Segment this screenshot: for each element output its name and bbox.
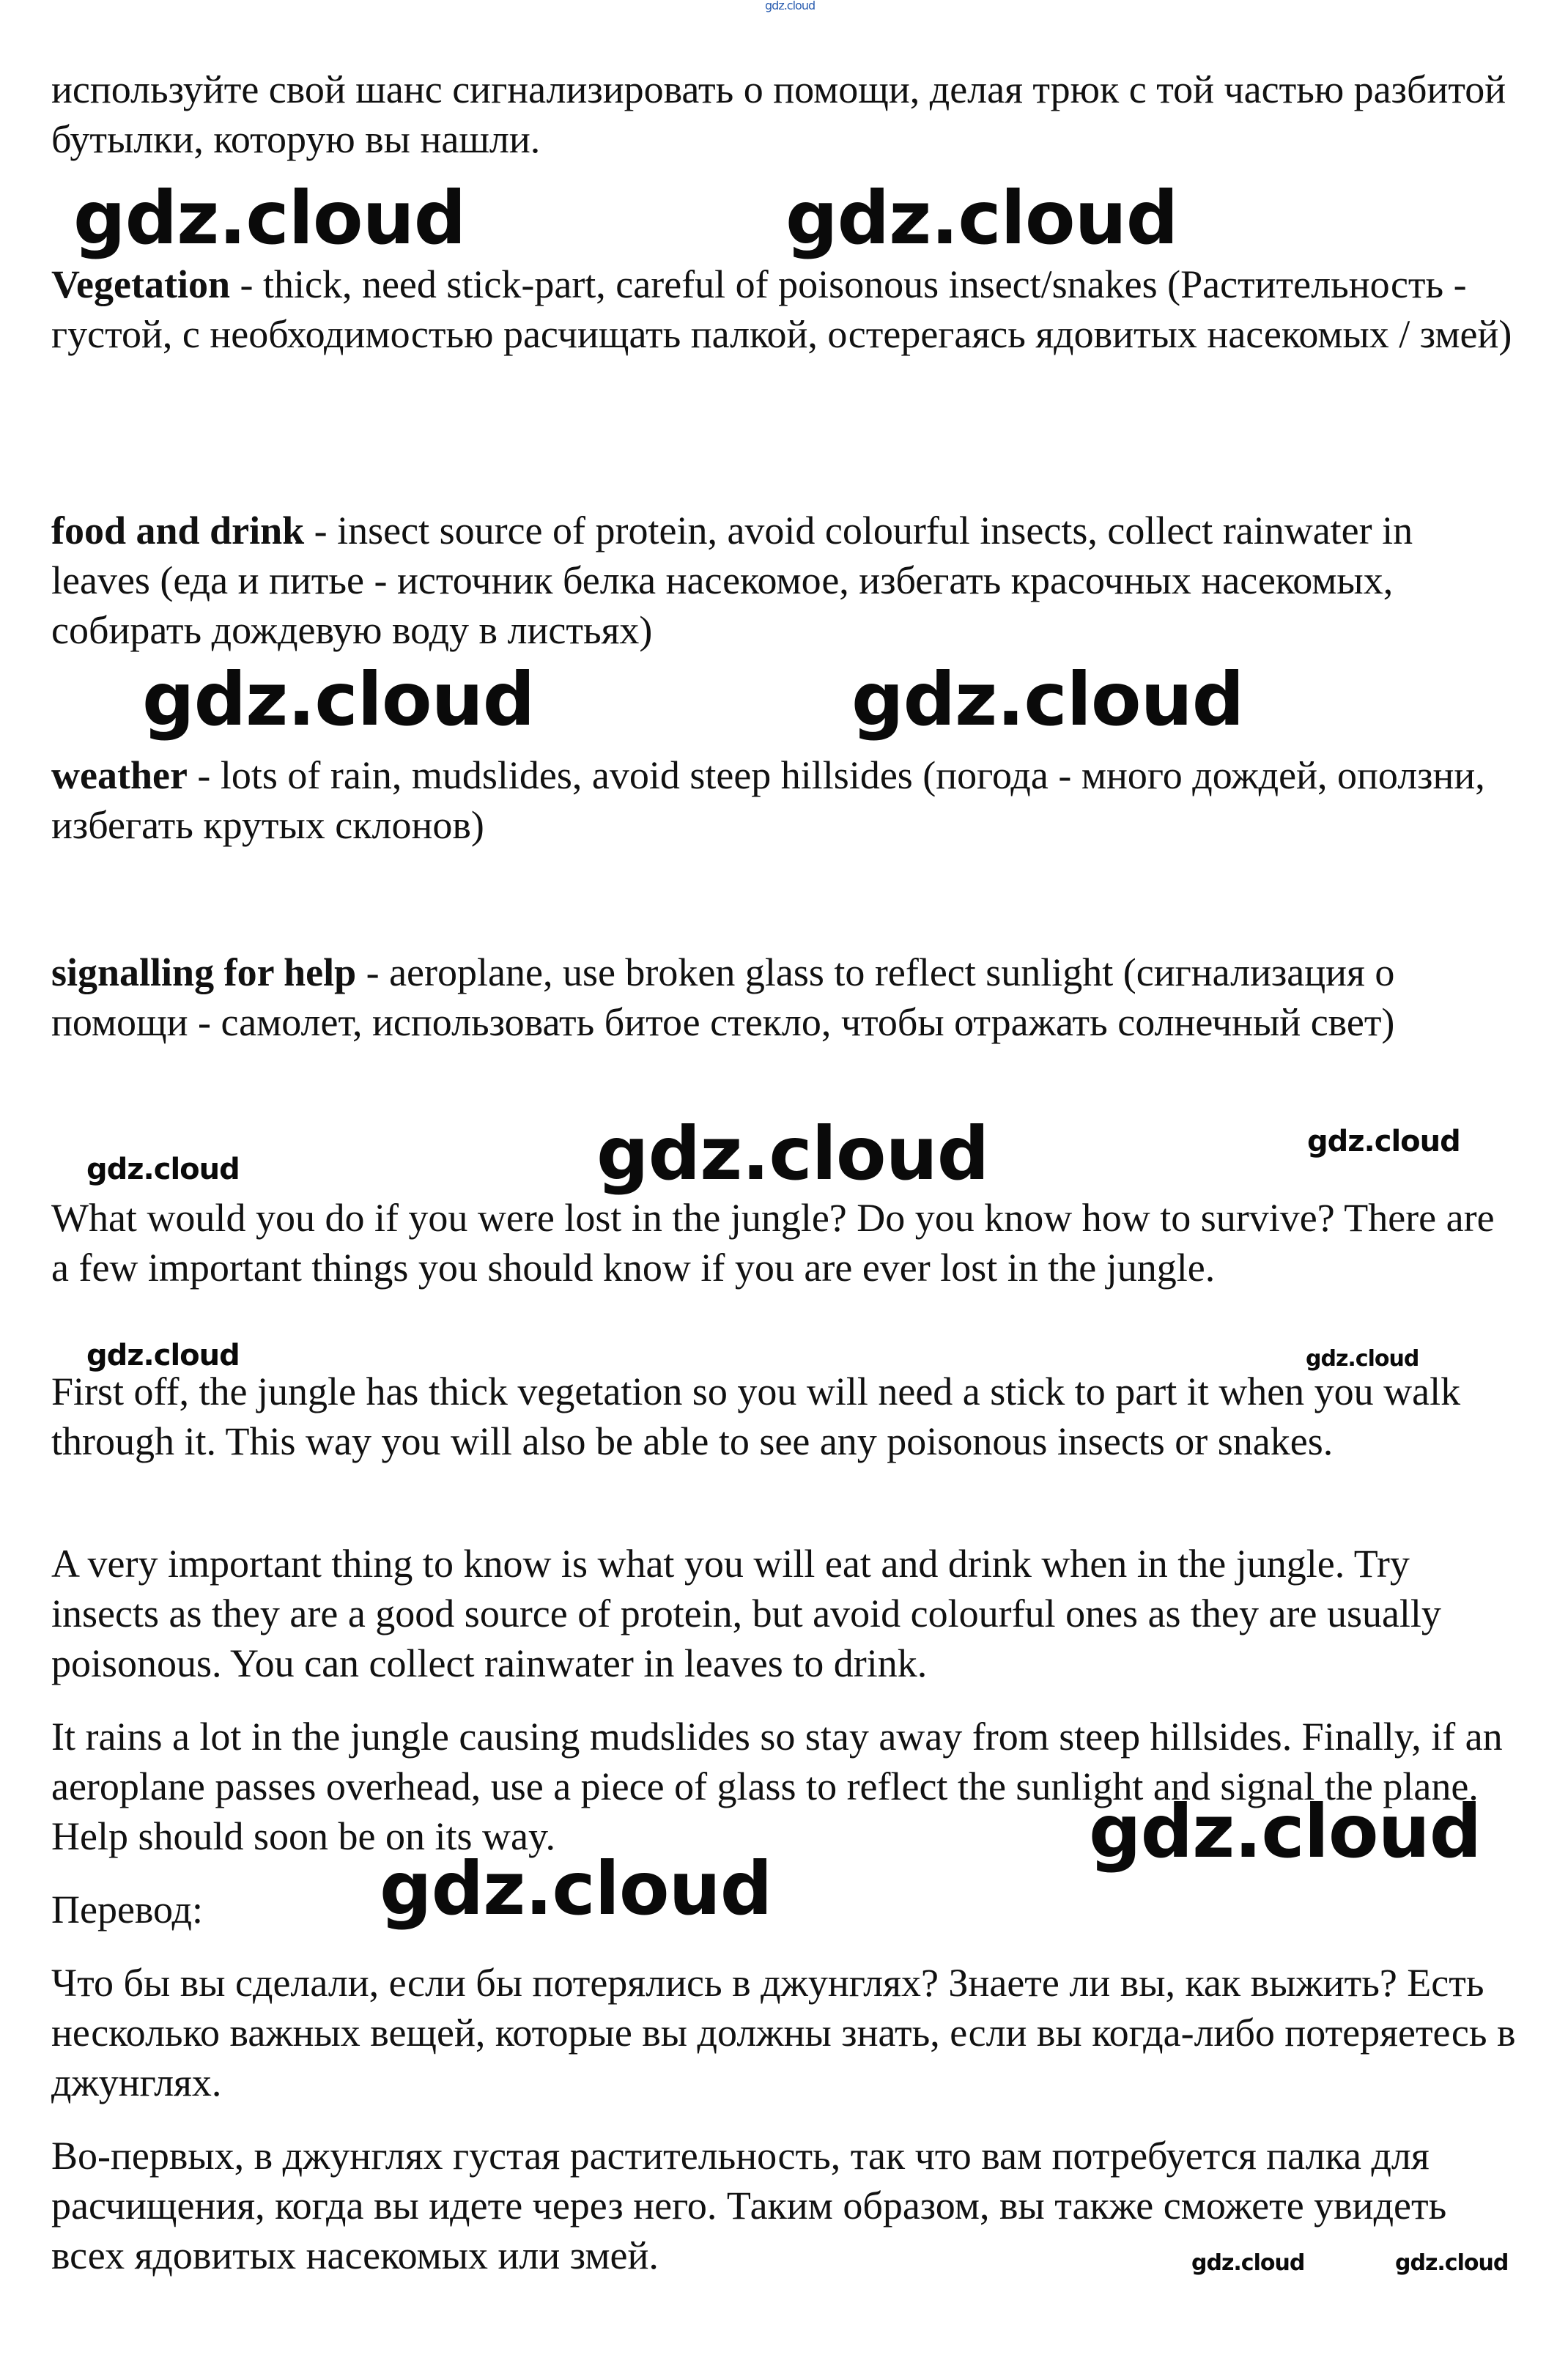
watermark: gdz.cloud [1191, 2250, 1305, 2276]
paragraph-text: What would you do if you were lost in the jungle? Do you know how to survive? There are a few important things you should know if you are ever lost in the jungle. [51, 1196, 1495, 1290]
paragraph-intro [51, 64, 1517, 164]
paragraph-text: - aeroplane, use broken glass to reflect sunlight (сигнализация о помощи - самолет, использовать битое стекло, чтобы отражать солнечный свет) [51, 950, 1395, 1044]
term-signalling-for-help: signalling for help [51, 950, 357, 994]
watermark: gdz.cloud [73, 175, 466, 261]
paragraph-text: используйте свой шанс сигнализировать о помощи, делая трюк с той частью разбитой бутылки, которую вы нашли. [51, 67, 1506, 161]
paragraph-signalling [51, 947, 1517, 1047]
term-vegetation: Vegetation [51, 262, 230, 306]
paragraph-vegetation [51, 259, 1517, 359]
watermark: gdz.cloud [380, 1846, 772, 1931]
watermark: gdz.cloud [1307, 1125, 1460, 1158]
paragraph-text: First off, the jungle has thick vegetation so you will need a stick to part it when you walk through it. This way you will also be able to see any poisonous insects or snakes. [51, 1369, 1461, 1463]
header-watermark: gdz.cloud [765, 0, 816, 12]
watermark: gdz.cloud [1306, 1346, 1419, 1372]
watermark: gdz.cloud [1395, 2250, 1509, 2276]
paragraph-text: A very important thing to know is what you will eat and drink when in the jungle. Try insects as they are a good source of protein, but avoid colourful ones as they are usually poisonous. You can collect rainwater in leaves to drink. [51, 1542, 1441, 1685]
term-weather: weather [51, 753, 188, 797]
paragraph-text: Перевод: [51, 1888, 203, 1931]
paragraph-text: Во-первых, в джунглях густая растительность, так что вам потребуется палка для расчищения, когда вы идете через него. Таким образом, вы также сможете увидеть всех ядовитых насекомых или змей. [51, 2134, 1447, 2277]
paragraph-text: - insect source of protein, avoid colourful insects, collect rainwater in leaves (еда и питье - источник белка насекомое, избегать красочных насекомых, собирать дождевую воду в листьях) [51, 509, 1413, 652]
paragraph-text: - lots of rain, mudslides, avoid steep hillsides (погода - много дождей, оползни, избегать крутых склонов) [51, 753, 1485, 847]
watermark: gdz.cloud [851, 657, 1244, 742]
paragraph-food-and-drink [51, 506, 1517, 655]
paragraph-text: It rains a lot in the jungle causing mudslides so stay away from steep hillsides. Finally, if an aeroplane passes overhead, use a piece of glass to reflect the sunlight and signal the plane. Help should soon be on its way. [51, 1715, 1503, 1858]
term-food-and-drink: food and drink [51, 509, 305, 552]
paragraph-english-2 [51, 1367, 1517, 1466]
watermark: gdz.cloud [86, 1339, 240, 1372]
watermark: gdz.cloud [785, 175, 1178, 261]
paragraph-text: Что бы вы сделали, если бы потерялись в джунглях? Знаете ли вы, как выжить? Есть несколько важных вещей, которые вы должны знать, если вы когда-либо потеряетесь в джунглях. [51, 1961, 1516, 2104]
paragraph-english-1 [51, 1193, 1517, 1293]
watermark: gdz.cloud [86, 1153, 240, 1186]
translation-label [51, 1885, 1517, 1934]
paragraph-weather [51, 750, 1517, 850]
paragraph-text: - thick, need stick-part, careful of poisonous insect/snakes (Растительность - густой, с необходимостью расчищать палкой, остерегаясь ядовитых насекомых / змей) [51, 262, 1512, 356]
paragraph-russian-1 [51, 1958, 1517, 2107]
paragraph-english-3 [51, 1539, 1517, 1688]
watermark: gdz.cloud [596, 1111, 989, 1197]
watermark: gdz.cloud [1089, 1789, 1482, 1874]
watermark: gdz.cloud [142, 657, 535, 742]
